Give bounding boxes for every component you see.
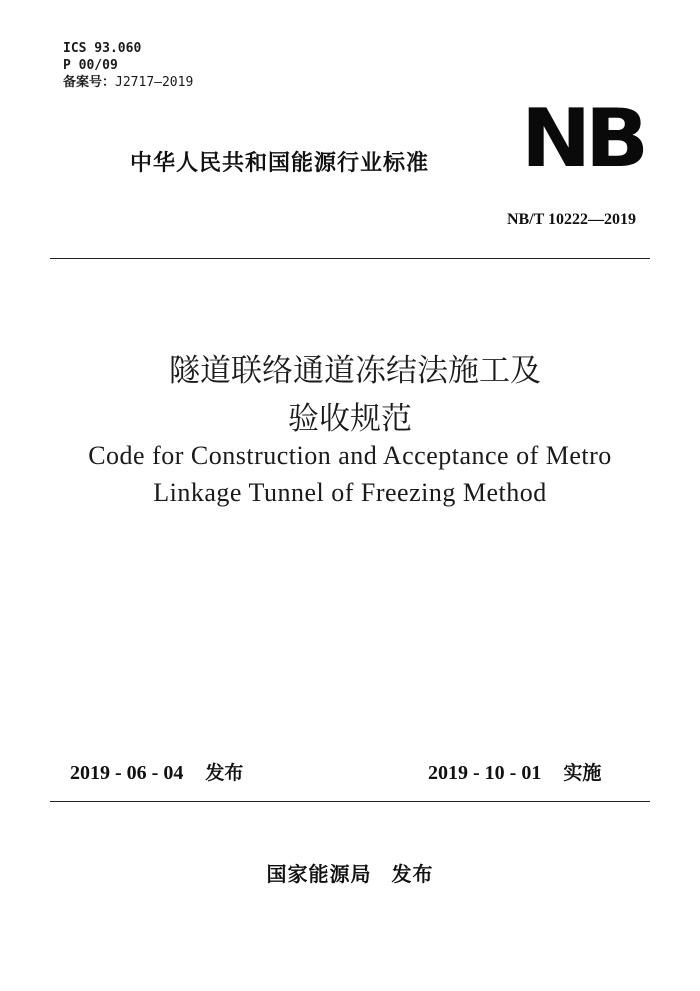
top-divider [50, 258, 650, 259]
publisher-line [0, 858, 700, 887]
ics-code: ICS 93.060 [63, 41, 142, 56]
classification-code: P 00/09 [63, 58, 118, 73]
bottom-divider [50, 801, 650, 802]
publish-label: 发布 [391, 862, 434, 886]
record-value: J2717—2019 [115, 75, 194, 90]
industry-standard-title: 中华人民共和国能源行业标准 [130, 151, 430, 176]
nb-logo: NB [521, 92, 643, 185]
title-chinese-line-1: 隧道联络通道冻结法施工及 [169, 353, 541, 389]
classification-block [63, 40, 193, 91]
publisher-name: 国家能源局 [266, 862, 372, 886]
record-number [63, 74, 193, 91]
title-english-line-1: Code for Construction and Acceptance of Metro [88, 441, 612, 470]
standard-code: NB/T 10222—2019 [506, 211, 636, 228]
release-date: 2019 - 06 - 04 [70, 762, 184, 784]
effective-label: 实施 [563, 762, 602, 784]
title-chinese-line-2: 验收规范 [288, 401, 412, 437]
effective-date: 2019 - 10 - 01 [428, 762, 542, 784]
effective-date-block [428, 758, 601, 785]
record-label: 备案号： [63, 75, 116, 90]
title-english-line-2: Linkage Tunnel of Freezing Method [153, 478, 547, 507]
release-label: 发布 [205, 762, 244, 784]
release-date-block [70, 758, 243, 785]
